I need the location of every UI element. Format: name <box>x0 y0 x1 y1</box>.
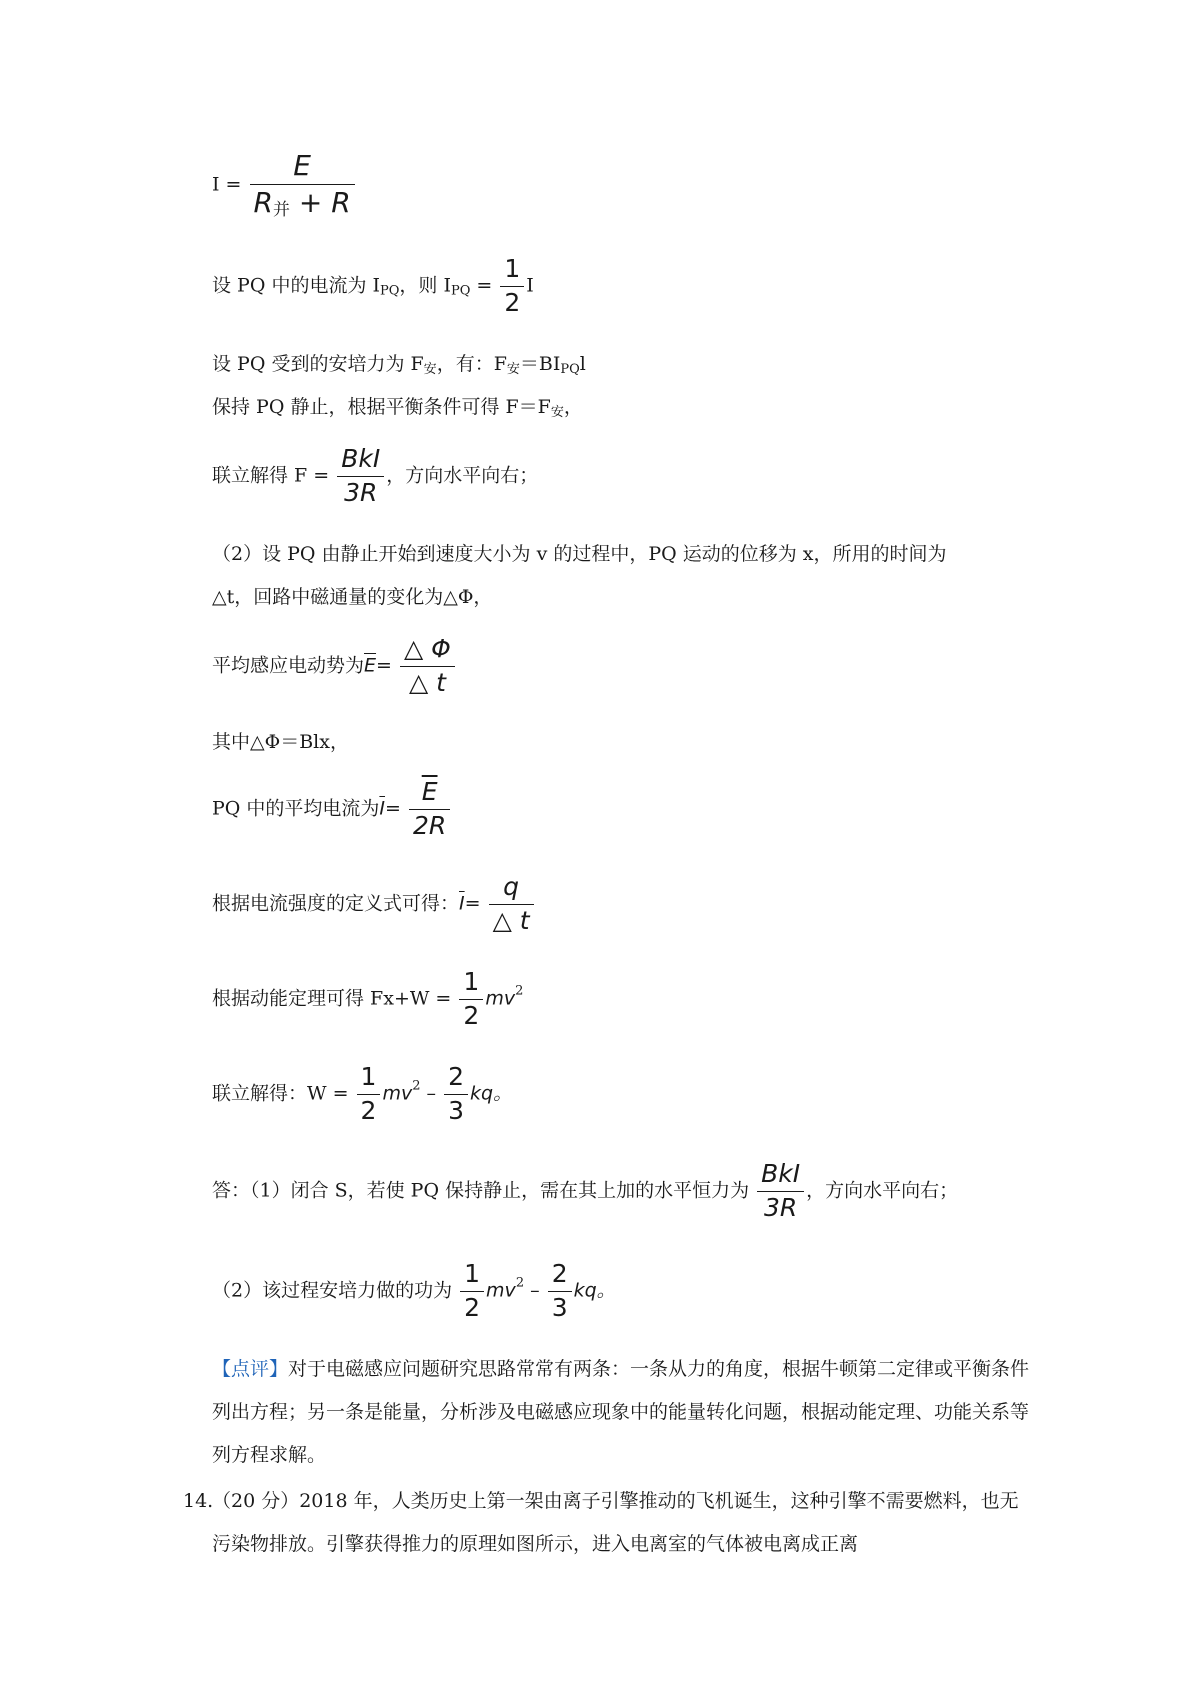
review-text: 对于电磁感应问题研究思路常常有两条：一条从力的角度，根据牛顿第二定律或平衡条件列出方程；另一条是能量，分析涉及电磁感应现象中的能量转化问题，根据动能定理、功能关系等列方程求解。 <box>212 1358 1030 1466</box>
fraction <box>250 150 355 221</box>
equation-force-result: 联立解得 F = $\frac{\text{BkI}}{3R}$ ，方向水平向右； <box>212 444 539 507</box>
question-number: 14. <box>183 1490 214 1512</box>
answer-part1: 答：（1）闭合 S，若使 PQ 保持静止，需在其上加的水平恒力为 $\frac{\text{BkI}}{3R}$ ，方向水平向右； <box>212 1159 959 1222</box>
fraction: $\frac{2}{3}$ <box>444 1063 468 1126</box>
text-flux-expression: 其中△Φ＝Blx， <box>212 731 349 753</box>
equation-avg-emf: 平均感应电动势为$\overline{E}=$ $\frac{\triangle \Phi}{\triangle t}$ <box>212 635 457 698</box>
numerator: E <box>293 149 311 182</box>
text-flux-change: △t，回路中磁通量的变化为△Φ， <box>212 586 493 608</box>
fraction: $\frac{\triangle \Phi}{\triangle t}$ <box>400 635 455 698</box>
text-balance: 保持 PQ 静止，根据平衡条件可得 F＝F安， <box>212 396 583 420</box>
equation-work-result: 联立解得：W = $\frac{1}{2}$ $mv^2$ – $\frac{2}{3}$ kq。 <box>212 1062 513 1125</box>
fraction: $\frac{\text{BkI}}{3R}$ <box>337 445 384 508</box>
equation-lhs: I = <box>212 173 242 196</box>
denominator: R并 + R <box>253 186 351 221</box>
equation-current <box>212 150 357 221</box>
fraction: $\frac{2}{3}$ <box>548 1260 572 1323</box>
equation-avg-current: PQ 中的平均电流为$\overline{I}=$ $\frac{\overline{E}}{2R}$ <box>212 778 452 841</box>
equation-ipq: 设 PQ 中的电流为 IPQ，则 IPQ = $\frac{1}{2}$ I <box>212 254 534 317</box>
fraction: $\frac{\text{BkI}}{3R}$ <box>757 1160 804 1223</box>
text-part2-intro: （2）设 PQ 由静止开始到速度大小为 v 的过程中，PQ 运动的位移为 x，所用的时间为 <box>212 543 947 565</box>
review-paragraph <box>212 1348 1032 1477</box>
fraction: $\frac{q}{\triangle t}$ <box>489 873 534 936</box>
fraction: $\frac{1}{2}$ <box>460 1260 484 1323</box>
fraction: $\frac{\overline{E}}{2R}$ <box>409 778 450 841</box>
review-tag: 【点评】 <box>212 1358 289 1380</box>
fraction: $\frac{1}{2}$ <box>459 968 483 1031</box>
equation-work-energy: 根据动能定理可得 Fx+W = $\frac{1}{2}$ $mv^2$ <box>212 967 524 1030</box>
fraction: $\frac{1}{2}$ <box>500 255 524 318</box>
fraction: $\frac{1}{2}$ <box>357 1063 381 1126</box>
answer-part2: （2）该过程安培力做的功为 $\frac{1}{2}$ $mv^2$ – $\frac{2}{3}$ kq。 <box>212 1259 616 1322</box>
equation-ampere-force: 设 PQ 受到的安培力为 F安，有：F安＝BIPQl <box>212 353 586 377</box>
equation-current-definition: 根据电流强度的定义式可得：$\overline{I}=$ $\frac{q}{\triangle t}$ <box>212 873 536 936</box>
question-text: （20 分）2018 年，人类历史上第一架由离子引擎推动的飞机诞生，这种引擎不需要燃料，也无污染物排放。引擎获得推力的原理如图所示，进入电离室的气体被电离成正离 <box>212 1490 1019 1555</box>
